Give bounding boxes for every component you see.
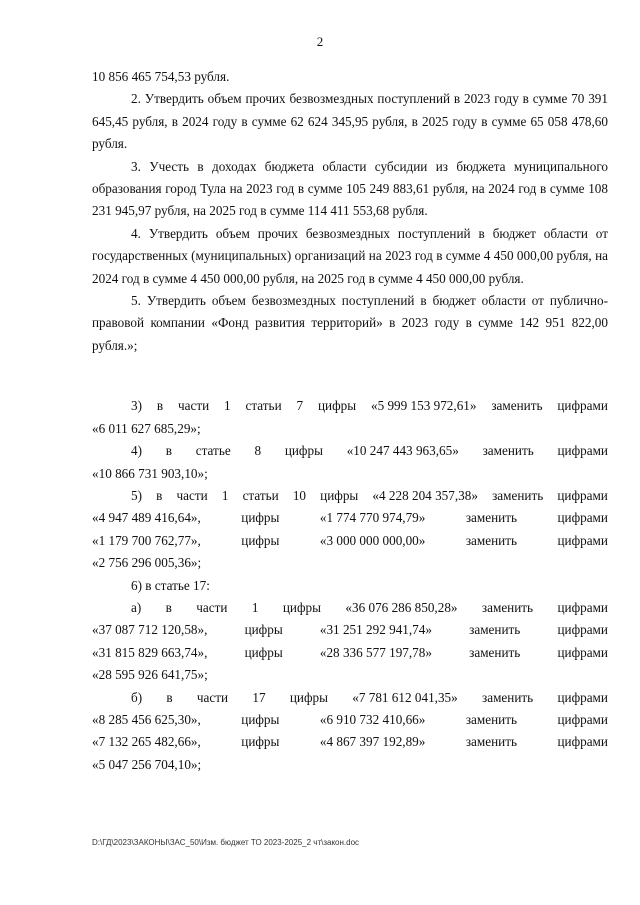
word: статьи <box>242 487 279 503</box>
amount: «5 999 153 972,61» <box>370 398 477 414</box>
amount: «31 251 292 941,74» <box>319 622 432 638</box>
word: заменить <box>465 734 517 750</box>
item-6a-line-2 <box>92 619 608 641</box>
word: 1 <box>221 487 229 503</box>
word: статьи <box>245 398 282 414</box>
word: заменить <box>469 644 521 660</box>
word: в <box>166 689 173 705</box>
word: цифрами <box>557 622 608 638</box>
item-6b-line-2 <box>92 709 608 731</box>
word: цифры <box>244 622 283 638</box>
amount: «31 815 829 663,74», <box>92 644 208 660</box>
page-number: 2 <box>316 34 324 49</box>
item-6b-line-1 <box>92 687 608 709</box>
word: части <box>196 599 228 615</box>
word: цифры <box>284 443 323 459</box>
word: части <box>176 487 208 503</box>
word: 4) <box>131 443 142 459</box>
amount: «4 228 204 357,38» <box>372 487 478 503</box>
item-6a-line-4: «28 595 926 641,75»; <box>92 667 208 683</box>
item-4-line-1 <box>92 440 608 462</box>
amount: «4 947 489 416,64», <box>92 510 201 526</box>
word: заменить <box>491 398 543 414</box>
amount: «8 285 456 625,30», <box>92 711 201 727</box>
word: части <box>196 689 229 705</box>
word: цифры <box>320 487 359 503</box>
word: 1 <box>224 398 231 414</box>
paragraph-2: 2. Утвердить объем прочих безвозмездных поступлений в 2023 году в сумме 70 391 645,45 рубля, в 2024 году в сумме 62 624 345,95 рубля, в 2025 году в сумме 65 058 478,60 рубля. <box>92 91 608 152</box>
word: цифры <box>241 510 280 526</box>
paragraph-gap <box>92 357 608 395</box>
word: цифры <box>289 689 328 705</box>
word: 5) <box>131 487 142 503</box>
word: заменить <box>465 532 517 548</box>
item-6-heading: 6) в статье 17: <box>131 577 210 593</box>
amount: «10 247 443 963,65» <box>346 443 459 459</box>
word: цифрами <box>557 689 608 705</box>
paragraph-1-tail: 10 856 465 754,53 рубля. <box>92 69 230 84</box>
amount: «36 076 286 850,28» <box>345 599 458 615</box>
amount: «7 781 612 041,35» <box>352 689 458 705</box>
word: в <box>165 443 172 459</box>
word: цифрами <box>557 443 608 459</box>
item-3-line-1 <box>92 395 608 417</box>
word: 17 <box>252 689 266 705</box>
item-5-line-2 <box>92 507 608 529</box>
word: цифрами <box>557 599 608 615</box>
item-4-line-2: «10 866 731 903,10»; <box>92 465 208 481</box>
word: цифры <box>241 734 280 750</box>
word: а) <box>131 599 142 615</box>
amount: «3 000 000 000,00» <box>319 532 426 548</box>
word: заменить <box>465 510 517 526</box>
word: 7 <box>296 398 304 414</box>
word: цифрами <box>557 398 608 414</box>
word: 10 <box>292 487 307 503</box>
paragraph-4: 4. Утвердить объем прочих безвозмездных поступлений в бюджет области от государственных (муниципальных) организаций на 2023 год в сумме 4 450 000,00 рубля, на 2024 год в сумме 4 450 000,00 рубля, на 2025 год в сумме 4 450 000,00 рубля. <box>92 225 608 286</box>
word: 3) <box>131 398 142 414</box>
amount: «6 910 732 410,66» <box>319 711 426 727</box>
item-6a-line-1 <box>92 597 608 619</box>
amount: «7 132 265 482,66», <box>92 734 201 750</box>
word: б) <box>131 689 143 705</box>
item-5-line-3 <box>92 530 608 552</box>
word: цифрами <box>557 487 608 503</box>
word: цифрами <box>557 644 608 660</box>
amount: «1 179 700 762,77», <box>92 532 201 548</box>
document-body <box>92 66 608 776</box>
word: цифрами <box>557 510 608 526</box>
word: цифры <box>244 644 283 660</box>
word: цифры <box>317 398 357 414</box>
word: в <box>165 599 172 615</box>
word: в <box>156 398 164 414</box>
word: цифры <box>282 599 321 615</box>
word: цифры <box>241 532 280 548</box>
word: заменить <box>481 599 534 615</box>
word: в <box>156 487 163 503</box>
word: заменить <box>482 689 534 705</box>
file-path-footer: D:\ГД\2023\ЗАКОНЫ\ЗАС_50\Изм. бюджет ТО 2023-2025_2 чт\закон.doc <box>92 838 360 847</box>
paragraph-3: 3. Учесть в доходах бюджета области субсидии из бюджета муниципального образования город Тула на 2023 год в сумме 105 249 883,61 рубля, на 2024 год в сумме 108 231 945,97 рубля, на 2025 год в сумме 114 411 553,68 рубля. <box>92 158 608 219</box>
paragraph-5: 5. Утвердить объем безвозмездных поступлений в бюджет области от публично-правовой компании «Фонд развития территорий» в 2023 году в сумме 142 951 822,00 рубля.»; <box>92 293 608 353</box>
amount: «28 336 577 197,78» <box>319 644 432 660</box>
word: 1 <box>251 599 259 615</box>
amount: «1 774 770 974,79» <box>319 510 426 526</box>
item-6b-line-3 <box>92 731 608 753</box>
word: заменить <box>465 711 517 727</box>
item-3-line-2: «6 011 627 685,29»; <box>92 420 201 436</box>
item-6a-line-3 <box>92 642 608 664</box>
amount: «4 867 397 192,89» <box>319 734 426 750</box>
word: заменить <box>469 622 521 638</box>
item-5-line-4: «2 756 296 005,36»; <box>92 555 202 571</box>
word: части <box>177 398 210 414</box>
item-6b-line-4: «5 047 256 704,10»; <box>92 756 202 772</box>
word: заменить <box>492 487 544 503</box>
item-5-line-1 <box>92 485 608 507</box>
word: заменить <box>482 443 534 459</box>
amount: «37 087 712 120,58», <box>92 622 208 638</box>
word: цифрами <box>557 532 608 548</box>
word: цифры <box>241 711 280 727</box>
word: статье <box>195 443 231 459</box>
word: цифрами <box>557 734 608 750</box>
word: 8 <box>254 443 262 459</box>
word: цифрами <box>557 711 608 727</box>
